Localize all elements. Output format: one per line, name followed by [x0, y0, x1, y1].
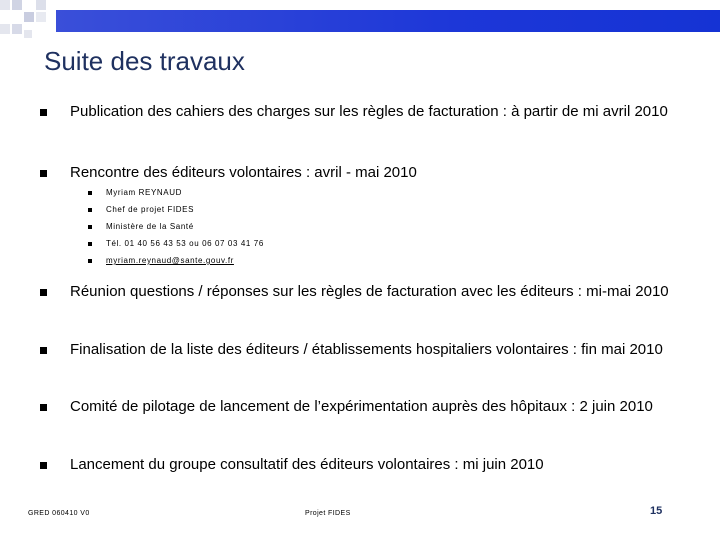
contact-item: [88, 235, 264, 252]
bullet-text: Publication des cahiers des charges sur les règles de facturation : à partir de mi avril 2010: [70, 103, 668, 120]
bullet-marker: [40, 404, 47, 411]
bullet-marker: [40, 109, 47, 116]
bullet-marker: [40, 462, 47, 469]
contact-list: [88, 184, 264, 269]
contact-organization: Ministère de la Santé: [106, 222, 194, 231]
deco-square: [0, 0, 10, 10]
contact-role: Chef de projet FIDES: [106, 205, 195, 214]
bullet-item: [40, 340, 680, 359]
bullet-marker: [40, 347, 47, 354]
deco-square: [36, 12, 46, 22]
bullet-item: [40, 163, 680, 182]
sub-bullet-marker: [88, 242, 92, 246]
contact-email-link[interactable]: myriam.reynaud@sante.gouv.fr: [106, 256, 234, 265]
bullet-text: Finalisation de la liste des éditeurs / établissements hospitaliers volontaires : fin mai 2010: [70, 341, 663, 358]
bullet-text: Lancement du groupe consultatif des éditeurs volontaires : mi juin 2010: [70, 456, 544, 473]
deco-square: [36, 0, 46, 10]
footer-project: Projet FIDES: [305, 510, 351, 517]
contact-item: [88, 218, 264, 235]
deco-square: [12, 0, 22, 10]
sub-bullet-marker: [88, 208, 92, 212]
contact-phone: Tél. 01 40 56 43 53 ou 06 07 03 41 76: [106, 239, 264, 248]
page-number: 15: [650, 505, 663, 517]
bullet-item: [40, 455, 680, 474]
contact-item: [88, 252, 264, 269]
deco-square: [24, 30, 32, 38]
bullet-marker: [40, 170, 47, 177]
deco-square: [24, 12, 34, 22]
sub-bullet-marker: [88, 259, 92, 263]
bullet-item: [40, 397, 680, 416]
bullet-text: Rencontre des éditeurs volontaires : avril - mai 2010: [70, 164, 417, 181]
contact-item: [88, 184, 264, 201]
page-title: Suite des travaux: [44, 46, 245, 76]
contact-item: [88, 201, 264, 218]
deco-square: [0, 24, 10, 34]
sub-bullet-marker: [88, 225, 92, 229]
footer-reference: GRED 060410 V0: [28, 510, 90, 517]
title-rule: [44, 76, 274, 77]
title-bar: [56, 10, 720, 32]
bullet-text: Réunion questions / réponses sur les règles de facturation avec les éditeurs : mi-mai 2010: [70, 283, 669, 300]
bullet-item: [40, 102, 680, 121]
contact-name: Myriam REYNAUD: [106, 188, 182, 197]
header-banner: [0, 0, 720, 40]
bullet-item: [40, 282, 680, 301]
bullet-marker: [40, 289, 47, 296]
sub-bullet-marker: [88, 191, 92, 195]
bullet-text: Comité de pilotage de lancement de l’expérimentation auprès des hôpitaux : 2 juin 2010: [70, 398, 653, 415]
deco-square: [12, 24, 22, 34]
